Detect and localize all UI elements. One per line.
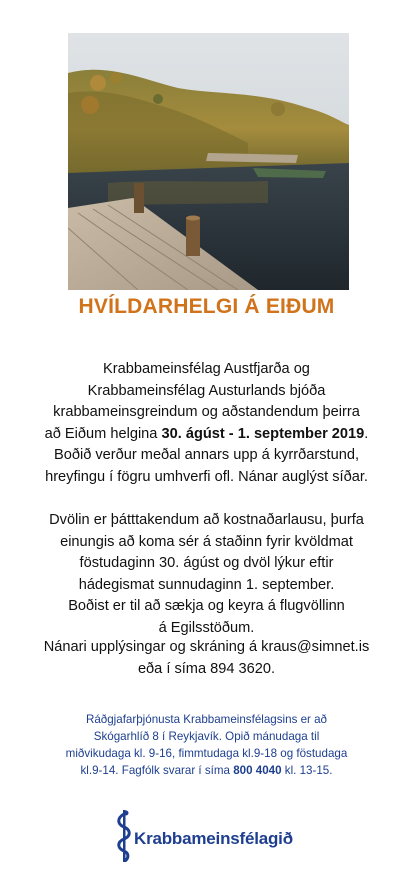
contact-paragraph [0, 637, 413, 680]
event-date-line [0, 424, 413, 446]
paragraph-line: krabbameinsgreindum og aðstandendum þeirra [53, 404, 360, 420]
event-description-paragraph [0, 359, 413, 488]
paragraph-line: Krabbameinsfélag Austfjarða og [103, 361, 310, 377]
info-line: miðvikudaga kl. 9-16, fimmtudaga kl.9-18 og föstudaga [65, 747, 348, 760]
organization-name: Krabbameinsfélagið [134, 829, 293, 848]
paragraph-line: hádegismat sunnudaginn 1. september. [78, 576, 335, 593]
paragraph-line: Boðist er til að sækja og keyra á flugvöllinn [68, 598, 345, 614]
lake-dock-photo [68, 33, 349, 290]
date-prefix: að Eiðum helgina [44, 425, 162, 442]
info-phone-prefix: kl.9-14. Fagfólk svarar í síma [80, 764, 234, 777]
paragraph-line: Boðið verður meðal annars upp á kyrrðarstund, [53, 447, 359, 463]
contact-line: Nánari upplýsingar og skráning á kraus@simnet.is [43, 639, 370, 655]
caduceus-icon [114, 808, 134, 864]
contact-line: eða í síma 894 3620. [137, 660, 276, 677]
event-dates: 30. ágúst - 1. september 2019 [161, 425, 365, 442]
date-suffix: . [364, 425, 369, 442]
info-line: Ráðgjafarþjónusta Krabbameinsfélagsins er að [85, 713, 328, 726]
paragraph-line: einungis að koma sér á staðinn fyrir kvöldmat [60, 533, 353, 550]
logistics-paragraph [0, 510, 413, 639]
info-phone-line [0, 762, 413, 779]
paragraph-line: Krabbameinsfélag Austurlands bjóða [87, 382, 326, 399]
counseling-info [0, 711, 413, 779]
page-title: HVÍLDARHELGI Á EIÐUM [78, 295, 335, 318]
paragraph-line: hreyfingu í fögru umhverfi ofl. Nánar auglýst síðar. [45, 468, 368, 485]
info-phone-suffix: kl. 13-15. [281, 764, 333, 777]
paragraph-line: föstudaginn 30. ágúst og dvöl lýkur eftir [79, 555, 334, 571]
info-phone-number: 800 4040 [233, 764, 282, 777]
organization-logo [114, 808, 314, 864]
info-line: Skógarhlíð 8 í Reykjavík. Opið mánudaga til [93, 730, 320, 743]
paragraph-line: Dvölin er þátttakendum að kostnaðarlausu, þurfa [49, 512, 364, 528]
paragraph-line: á Egilsstöðum. [158, 619, 255, 636]
